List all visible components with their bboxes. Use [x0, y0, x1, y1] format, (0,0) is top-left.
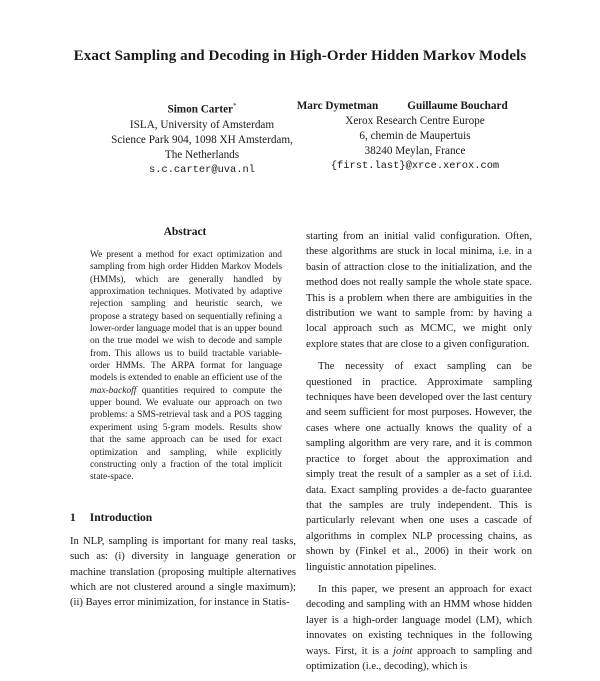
paragraph-emphasis: joint — [393, 645, 413, 657]
paragraph: In this paper, we present an approach for exact decoding and sampling with an HMM whose hidden layer is a high-order language model (LM), which innovates on existing techniques in the following ways. First, it is a joint approach to sampling and optimization (i.e., decoding), which is — [306, 583, 532, 672]
author-name: Simon Carter — [167, 103, 234, 116]
affiliation-line: Science Park 904, 1098 XH Amsterdam, — [111, 133, 293, 146]
abstract-body: We present a method for exact optimization and sampling from high order Hidden Markov Models (HMMs), which are generally handled by approximation techniques. Motivated by adaptive rejection sampling and heuristic search, we propose a strategy based on sequentially refining a lower-order language model that is an upper bound on the true model we wish to decode and sample from. This allows us to build tractable variable-order HMMs. The ARPA format for language models is extended to enable an efficient use of the max-backoff quantities required to compute the upper bound. We evaluate our approach on two problems: a SMS-retrieval task and a POS tagging experiment using 5-gram models. Results show that the same approach can be used for exact optimization and sampling, while explicitly constructing only a fraction of the total implicit state-space. — [90, 250, 282, 483]
author-footnote-marker: * — [233, 102, 237, 110]
author-email: s.c.carter@uva.nl — [148, 163, 255, 176]
affiliation-line: 38240 Meylan, France — [364, 145, 466, 157]
affiliation-line: 6, chemin de Maupertuis — [359, 130, 471, 142]
author-name-dymetman: Marc Dymetman — [296, 100, 379, 112]
abstract-emphasis: max-backoff — [90, 385, 137, 396]
paragraph: The necessity of exact sampling can be questioned in practice. Approximate sampling techniques have been developed over the last century and seem sufficient for most purposes. However, the cases where one actually knows the quality of a sampling algorithm are very rare, and it is common practice to forget about the approximation and simply treat the result of a sampler as a set of i.i.d. data. Exact sampling provides a de-facto guarantee that the samples are truly independent. This is particularly relevant when one uses a cascade of algorithms in complex NLP processing chains, as shown by (Finkel et al., 2006) in their work on linguistic annotation pipelines. — [306, 361, 532, 573]
shared-email: {first.last}@xrce.xerox.com — [330, 160, 500, 172]
paragraph: starting from an initial valid configuration. Often, these algorithms are stuck in local minima, i.e. in a basin of attraction close to the initialization, and the method does not really sample the whole state space. This is a problem when there are ambiguities in the distribution we want to sample from: by having a local approach such as MCMC, we might only explore states that are close to a given configuration. — [306, 231, 532, 350]
author-name-bouchard: Guillaume Bouchard — [407, 100, 508, 112]
affiliation-line: The Netherlands — [164, 148, 240, 161]
affiliation-line: ISLA, University of Amsterdam — [129, 118, 275, 131]
shared-affiliation — [300, 114, 530, 174]
paper-title: Exact Sampling and Decoding in High-Order Hidden Markov Models — [73, 48, 527, 64]
intro-left-column: In NLP, sampling is important for many real tasks, such as: (i) diversity in language generation or machine translation (proposing multiple alternatives which are not clustered around a single maximum); (ii) Bayes error minimization, for instance in Statis- — [70, 536, 296, 609]
section-heading: 1 Introduction — [70, 512, 153, 524]
right-column — [306, 229, 532, 681]
abstract-heading: Abstract — [163, 226, 207, 238]
affiliation-line: Xerox Research Centre Europe — [345, 115, 485, 127]
author-block-carter — [96, 99, 308, 178]
